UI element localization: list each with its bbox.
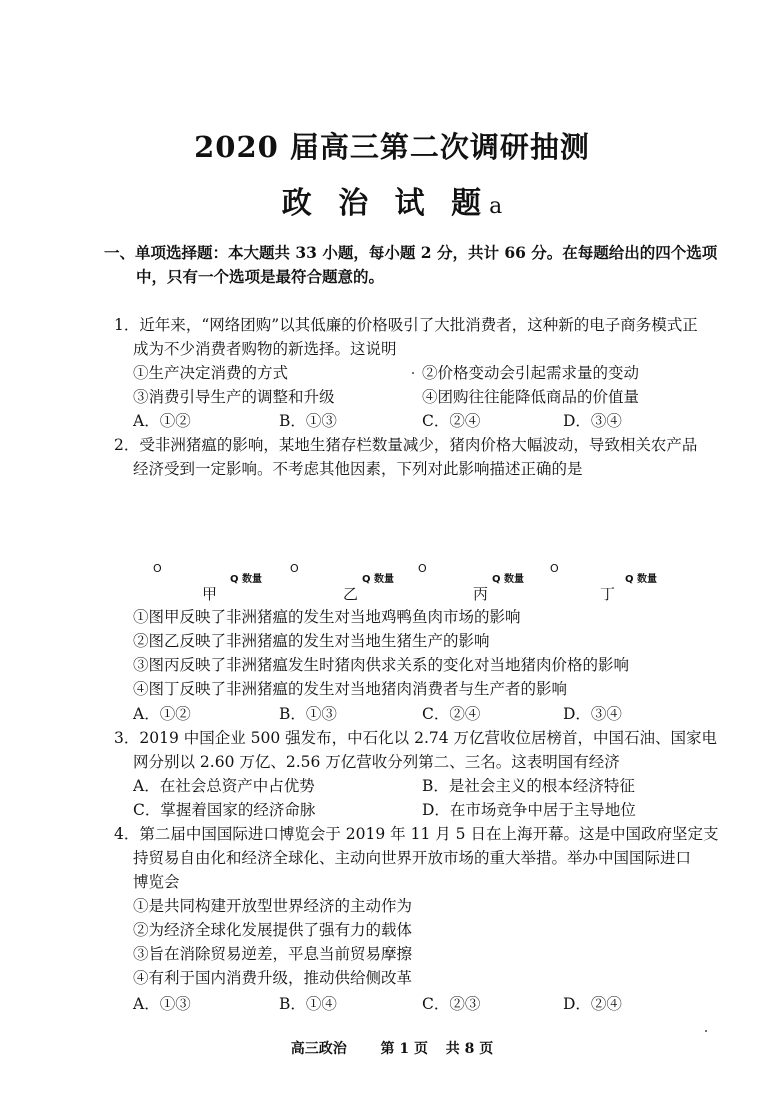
- q4-statement-2: ②为经济全球化发展提供了强有力的载体: [133, 921, 413, 939]
- q2-option-d: D．③④: [563, 705, 622, 723]
- q1-option-b: B．①③: [279, 412, 337, 430]
- footer-total-pages: 共 8 页: [445, 1041, 494, 1057]
- q4-statement-4: ④有利于国内消费升级，推动供给侧改革: [133, 969, 413, 987]
- graph-ding-origin: O: [550, 562, 559, 575]
- q4-statement-1: ①是共同构建开放型世界经济的主动作为: [133, 897, 413, 915]
- q1-statement-1: ①生产决定消费的方式: [133, 364, 289, 382]
- q1-statement-4: ④团购往往能降低商品的价值量: [422, 388, 640, 406]
- q3-stem-line1: 3．2019 中国企业 500 强发布，中石化以 2.74 万亿营收位居榜首，中国石油、国家电: [114, 729, 718, 747]
- q1-stem-line1: 1．近年来，“网络团购”以其低廉的价格吸引了大批消费者，这种新的电子商务模式正: [114, 316, 698, 334]
- q1-option-a: A．①②: [133, 412, 191, 430]
- scan-speck: [412, 372, 414, 374]
- q1-statement-3: ③消费引导生产的调整和升级: [133, 388, 335, 406]
- section-heading-line2: 中，只有一个选项是最符合题意的。: [136, 267, 385, 286]
- q3-stem-line2: 网分别以 2.60 万亿、2.56 万亿营收分列第二、三名。这表明国有经济: [133, 753, 620, 771]
- graph-jia-axis-label: Q 数量: [230, 574, 262, 585]
- exam-title: 2020 届高三第二次调研抽测: [194, 130, 590, 164]
- graph-jia-origin: O: [153, 562, 162, 575]
- q2-option-a: A．①②: [133, 705, 191, 723]
- q2-statement-3: ③图丙反映了非洲猪瘟发生时猪肉供求关系的变化对当地猪肉价格的影响: [133, 656, 630, 674]
- q4-option-b: B．①④: [279, 995, 337, 1013]
- graph-jia-label: 甲: [202, 585, 218, 603]
- q4-option-a: A．①③: [133, 995, 191, 1013]
- q2-stem-line2: 经济受到一定影响。不考虑其他因素，下列对此影响描述正确的是: [133, 460, 583, 478]
- q2-statement-1: ①图甲反映了非洲猪瘟的发生对当地鸡鸭鱼肉市场的影响: [133, 608, 521, 626]
- q4-option-d: D．②④: [563, 995, 622, 1013]
- page-footer: [0, 1038, 784, 1058]
- footer-subject: 高三政治: [290, 1041, 347, 1057]
- graph-yi-axis-label: Q 数量: [362, 574, 394, 585]
- q2-option-c: C．②④: [422, 705, 481, 723]
- graph-yi-origin: O: [290, 562, 299, 575]
- graph-bing-label: 丙: [473, 585, 489, 603]
- q3-option-a: A．在社会总资产中占优势: [133, 777, 315, 795]
- q2-statement-2: ②图乙反映了非洲猪瘟的发生对当地生猪生产的影响: [133, 632, 490, 650]
- q4-stem-line1: 4．第二届中国国际进口博览会于 2019 年 11 月 5 日在上海开幕。这是中国政府坚定支: [114, 825, 719, 843]
- section-heading-line1: 一、单项选择题：本大题共 33 小题，每小题 2 分，共计 66 分。在每题给出的四个选项: [104, 243, 718, 262]
- footer-page-number: 第 1 页: [380, 1041, 428, 1057]
- graph-bing-axis-label: Q 数量: [492, 574, 524, 585]
- q2-statement-4: ④图丁反映了非洲猪瘟的发生对当地猪肉消费者与生产者的影响: [133, 680, 568, 698]
- q1-option-c: C．②④: [422, 412, 481, 430]
- graph-ding-axis-label: Q 数量: [625, 574, 657, 585]
- q3-option-c: C．掌握着国家的经济命脉: [133, 801, 316, 819]
- q1-option-d: D．③④: [563, 412, 622, 430]
- q2-option-b: B．①③: [279, 705, 337, 723]
- subtitle-text: 政 治 试 题: [281, 186, 490, 221]
- q4-option-c: C．②③: [422, 995, 481, 1013]
- exam-subtitle: [0, 178, 784, 222]
- q4-stem-line3: 博览会: [133, 873, 180, 891]
- q3-option-d: D．在市场竞争中居于主导地位: [422, 801, 636, 819]
- graph-yi-label: 乙: [343, 585, 359, 603]
- q4-statement-3: ③旨在消除贸易逆差，平息当前贸易摩擦: [133, 945, 413, 963]
- graph-bing-origin: O: [418, 562, 427, 575]
- scan-speck: [705, 1030, 707, 1032]
- q1-stem-line2: 成为不少消费者购物的新选择。这说明: [133, 340, 397, 358]
- q2-stem-line1: 2．受非洲猪瘟的影响，某地生猪存栏数量减少，猪肉价格大幅波动，导致相关农产品: [114, 436, 698, 454]
- subtitle-mark: a: [489, 194, 503, 219]
- q1-statement-2: ②价格变动会引起需求量的变动: [422, 364, 640, 382]
- q4-stem-line2: 持贸易自由化和经济全球化、主动向世界开放市场的重大举措。举办中国国际进口: [133, 849, 692, 867]
- graph-ding-label: 丁: [600, 585, 616, 603]
- q3-option-b: B．是社会主义的根本经济特征: [422, 777, 635, 795]
